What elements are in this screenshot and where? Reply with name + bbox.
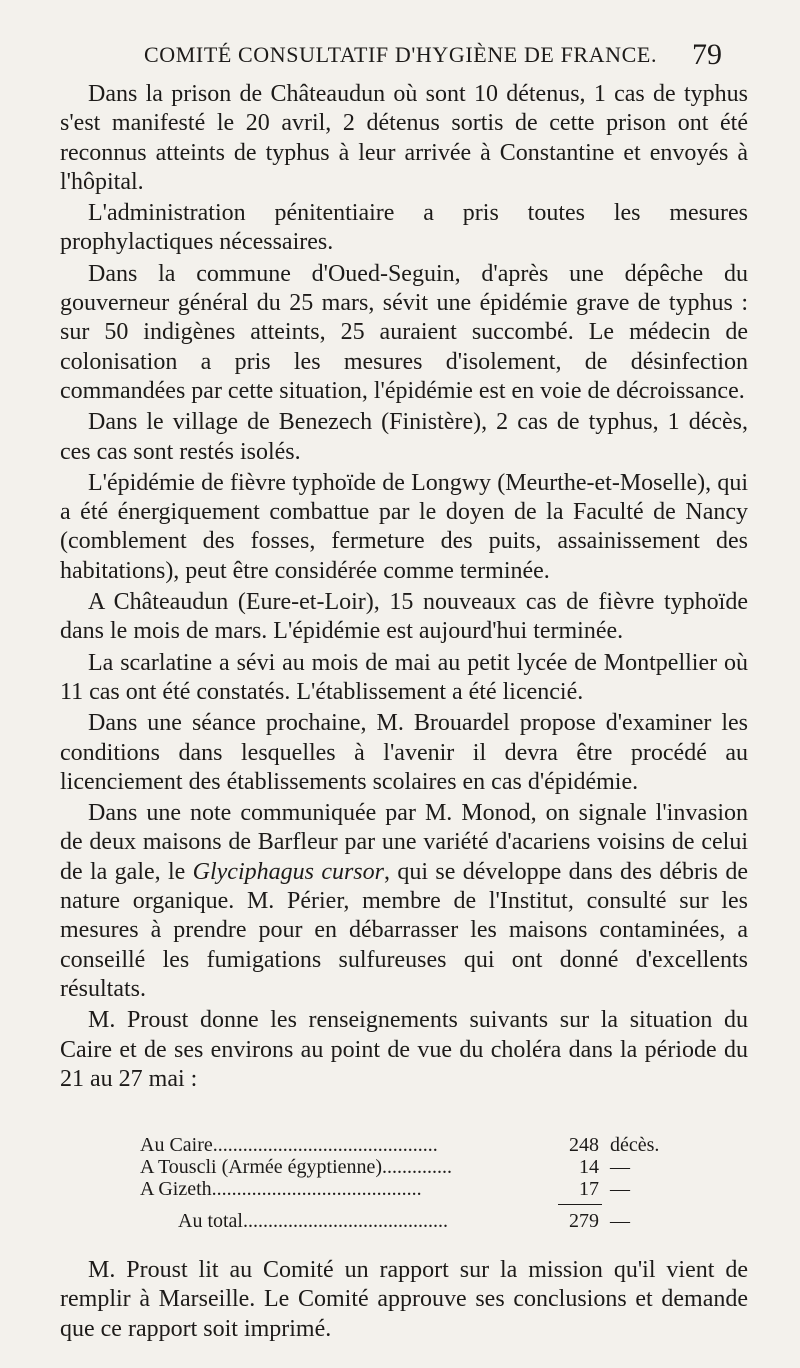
body-text <box>60 80 748 1346</box>
paragraph-oued-seguin: Dans la commune d'Oued-Seguin, d'après une dépêche du gouverneur général du 25 mars, sévit une épidémie grave de typhus : sur 50 indigènes atteints, 25 auraient succombé. Le médecin de colonisation a pris les mesures d'isolement, de désinfection commandées par cette situation, l'épidémie est en voie de décroissance. <box>60 260 748 404</box>
row-label: A Gizeth.......................................... <box>140 1178 422 1201</box>
cholera-table <box>140 1134 680 1242</box>
paragraph-acariens <box>60 799 748 1004</box>
acariens-text-before: Dans une note communiquée par M. Monod, on signale l'invasion de deux maisons de Barfleur par une variété d'acariens voisins de celui de la gale, le <box>60 800 748 885</box>
row-unit: décès. <box>610 1134 660 1157</box>
row-value: 17 <box>579 1178 599 1201</box>
paragraph-longwy: L'épidémie de fièvre typhoïde de Longwy (Meurthe-et-Moselle), qui a été énergiquement combattue par le doyen de la Faculté de Nancy (comblement des fosses, fermeture des puits, assainissement des habitations), peut être considérée comme terminée. <box>60 469 748 584</box>
total-rule <box>558 1204 602 1205</box>
running-title: COMITÉ CONSULTATIF D'HYGIÈNE DE FRANCE. <box>144 42 658 67</box>
table-total-row <box>140 1200 680 1242</box>
paragraph-chateaudun-fever: A Châteaudun (Eure-et-Loir), 15 nouveaux cas de fièvre typhoïde dans le mois de mars. L'épidémie est aujourd'hui terminée. <box>60 589 748 645</box>
row-label: A Touscli (Armée égyptienne).............. <box>140 1156 453 1179</box>
table-row <box>140 1134 680 1156</box>
row-unit: — <box>610 1156 630 1179</box>
paragraph-closing: M. Proust lit au Comité un rapport sur la mission qu'il vient de remplir à Marseille. Le Comité approuve ses conclusions et demande que ce rapport soit imprimé. <box>60 1257 748 1342</box>
page-header <box>62 38 750 78</box>
paragraph-administration: L'administration pénitentiaire a pris toutes les mesures prophylactiques nécessaires. <box>60 200 748 256</box>
paragraph-chateaudun-prison: Dans la prison de Châteaudun où sont 10 détenus, 1 cas de typhus s'est manifesté le 20 avril, 2 détenus sortis de cette prison ont été reconnus atteints de typhus à leur arrivée à Constantine et envoyés à l'hôpital. <box>60 81 748 195</box>
species-name: Glyciphagus cursor <box>192 858 384 885</box>
table-row <box>140 1156 680 1178</box>
table-row <box>140 1178 680 1200</box>
row-value: 248 <box>569 1134 599 1157</box>
paragraph-benezech: Dans le village de Benezech (Finistère), 2 cas de typhus, 1 décès, ces cas sont restés isolés. <box>60 409 748 465</box>
page-number: 79 <box>692 38 722 71</box>
row-value: 14 <box>579 1156 599 1179</box>
total-value: 279 <box>569 1210 599 1233</box>
paragraph-proust-intro: M. Proust donne les renseignements suivants sur la situation du Caire et de ses environs au point de vue du choléra dans la période du 21 au 27 mai : <box>60 1007 748 1092</box>
total-unit: — <box>610 1210 630 1233</box>
total-label: Au total......................................... <box>178 1210 448 1233</box>
paragraph-brouardel: Dans une séance prochaine, M. Brouardel propose d'examiner les conditions dans lesquelles à l'avenir il devra être procédé au licenciement des établissements scolaires en cas d'épidémie. <box>60 710 748 795</box>
paragraph-scarlatine: La scarlatine a sévi au mois de mai au petit lycée de Montpellier où 11 cas ont été constatés. L'établissement a été licencié. <box>60 649 748 705</box>
row-unit: — <box>610 1178 630 1201</box>
acariens-text-after: , qui se développe dans des débris de nature organique. M. Périer, membre de l'Institut, consulté sur les mesures à prendre pour en débarrasser les maisons contaminées, a conseillé les fumigations sulfureuses qui ont donné d'excellents résultats. <box>60 858 749 1002</box>
row-label: Au Caire............................................. <box>140 1134 438 1157</box>
